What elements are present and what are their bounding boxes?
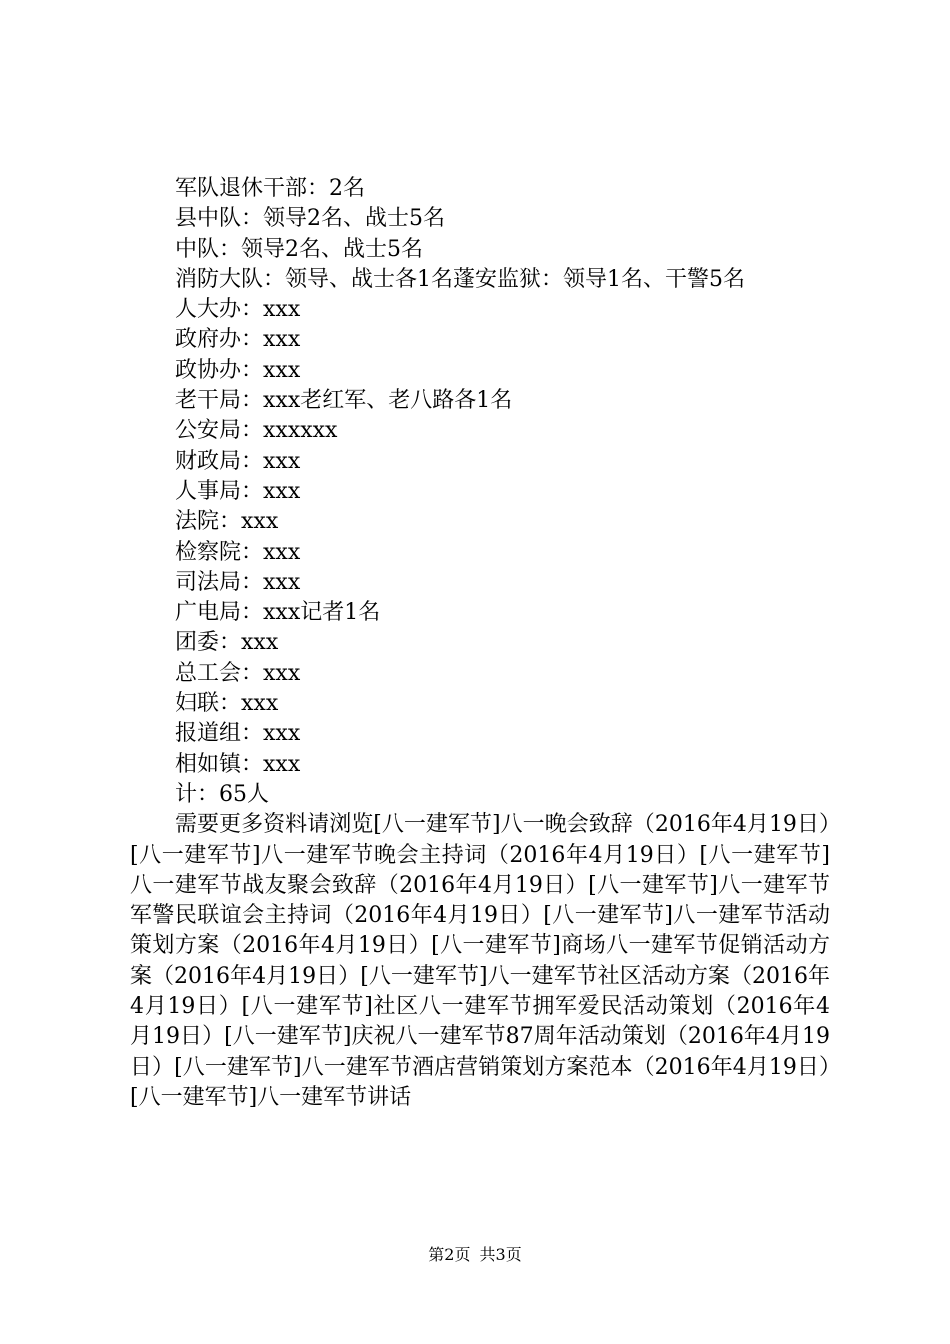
text-line-unit: 公安局：xxxxxx — [175, 418, 338, 444]
document-body — [130, 174, 830, 1113]
text-line-unit: 政协办：xxx — [175, 357, 301, 383]
text-line-total: 计：65人 — [175, 781, 269, 807]
text-line-county-squadron: 县中队：领导2名、战士5名 — [175, 206, 445, 232]
text-line-unit: 报道组：xxx — [175, 721, 301, 747]
text-line-unit: 老干局：xxx老红军、老八路各1名 — [175, 388, 513, 414]
text-line-retired-cadres: 军队退休干部：2名 — [175, 176, 365, 201]
text-line-unit: 妇联：xxx — [175, 691, 279, 717]
text-line-unit: 总工会：xxx — [175, 660, 301, 686]
text-line-unit: 人大办：xxx — [175, 297, 301, 323]
text-line-unit: 广电局：xxx记者1名 — [175, 600, 381, 626]
text-line-unit: 财政局：xxx — [175, 448, 301, 474]
text-line-squadron: 中队：领导2名、战士5名 — [175, 236, 423, 262]
page-footer: 第2页 共3页 — [428, 1245, 522, 1264]
text-line-unit: 团委：xxx — [175, 630, 279, 656]
text-line-unit: 相如镇：xxx — [175, 751, 301, 777]
text-paragraph-more-info: 需要更多资料请浏览[八一建军节]八一晚会致辞（2016年4月19日）[八一建军节]八一建军节晚会主持词（2016年4月19日）[八一建军节]八一建军节战友聚会致辞（2016年4月19日）[八一建军节]八一建军节军警民联谊会主持词（2016年4月19日）[八一建军节]八一建军节活动策划方案（2016年4月19日）[八一建军节]商场八一建军节促销活动方案（2016年4月19日）[八一建军节]八一建军节社区活动方案（2016年4月19日）[八一建军节]社区八一建军节拥军爱民活动策划（2016年4月19日）[八一建军节]庆祝八一建军节87周年活动策划（2016年4月19日）[八一建军节]八一建军节酒店营销策划方案范本（2016年4月19日）[八一建军节]八一建军节讲话 — [130, 812, 830, 1110]
text-line-unit: 司法局：xxx — [175, 569, 301, 595]
text-paragraph-fire-brigade: 消防大队：领导、战士各1名蓬安监狱：领导1名、干警5名 — [175, 266, 745, 292]
text-line-unit: 法院：xxx — [175, 509, 279, 535]
text-line-unit: 人事局：xxx — [175, 478, 301, 504]
text-line-unit: 检察院：xxx — [175, 539, 301, 565]
text-line-unit: 政府办：xxx — [175, 327, 301, 353]
